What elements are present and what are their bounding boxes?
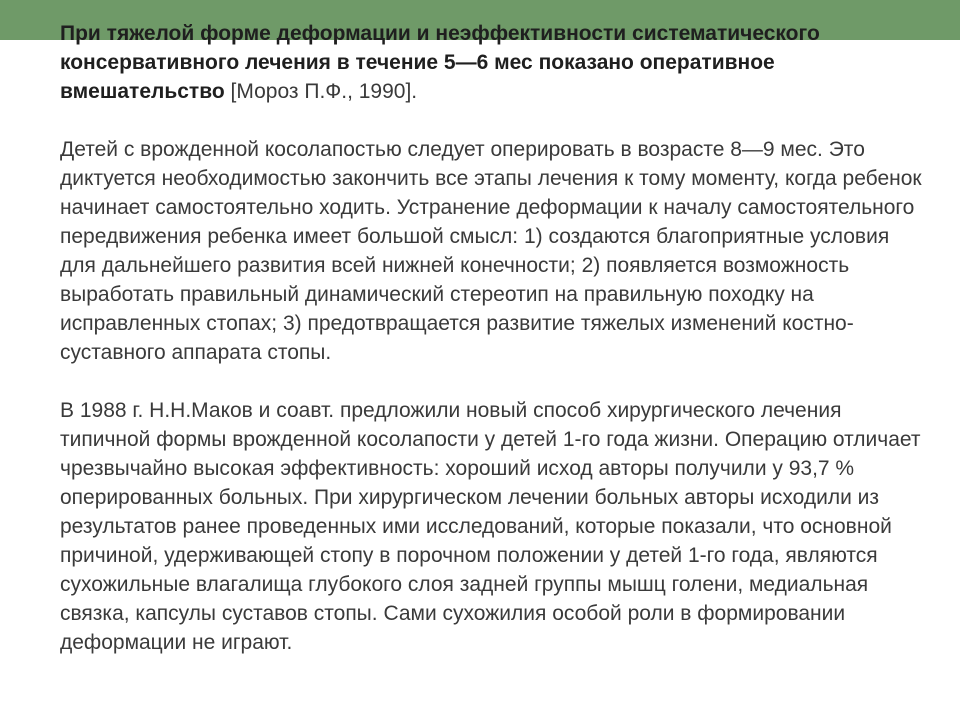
slide-content: [60, 19, 930, 657]
body-paragraph-age: Детей с врожденной косолапостью следует оперировать в возрасте 8—9 мес. Это диктуется необходимостью закончить все этапы лечения к тому моменту, когда ребенок начинает самостоятельно ходить. Устранение деформации к началу самостоятельного передвижения ребенка имеет большой смысл: 1) создаются благоприятные условия для дальнейшего развития всей нижней конечности; 2) появляется возможность выработать правильный динамический стереотип на правильную походку на исправленных стопах; 3) предотвращается развитие тяжелых изменений костно-суставного аппарата стопы.: [60, 138, 922, 364]
lead-bold-text: При тяжелой форме деформации и неэффективности систематического консервативного лечения в течение 5—6 мес показано оперативное вмешательство: [60, 22, 820, 103]
lead-citation: [Мороз П.Ф., 1990].: [230, 80, 418, 103]
lead-paragraph: [60, 19, 930, 106]
body-paragraph-method: В 1988 г. Н.Н.Маков и соавт. предложили новый способ хирургического лечения типичной формы врожденной косолапости у детей 1-го года жизни. Операцию отличает чрезвычайно высокая эффективность: хороший исход авторы получили у 93,7 % оперированных больных. При хирургическом лечении больных авторы исходили из результатов ранее проведенных ими исследований, которые показали, что основной причиной, удерживающей стопу в порочном положении у детей 1-го года, являются сухожильные влагалища глубокого слоя задней группы мышц голени, медиальная связка, капсулы суставов стопы. Сами сухожилия особой роли в формировании деформации не играют.: [60, 399, 921, 654]
